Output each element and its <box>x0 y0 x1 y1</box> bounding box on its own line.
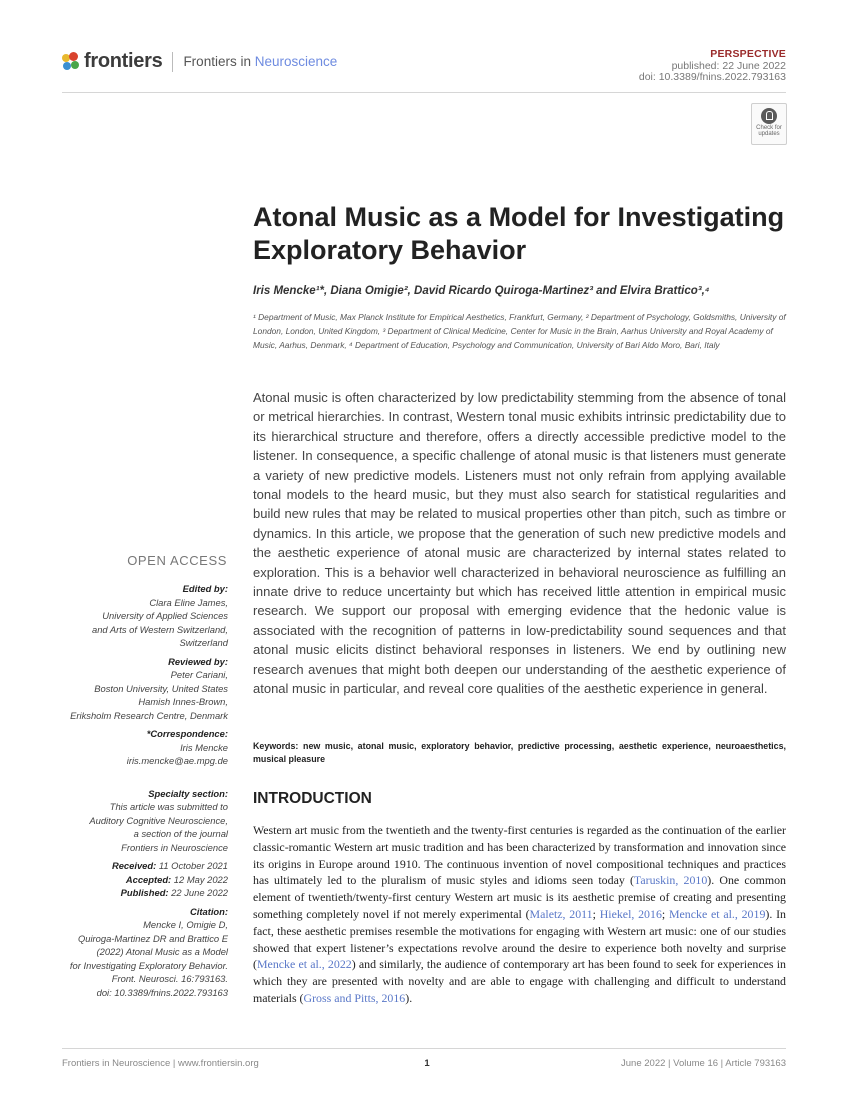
open-access-label: OPEN ACCESS <box>127 553 227 568</box>
header-divider <box>62 92 786 93</box>
abstract: Atonal music is often characterized by low predictability stemming from the absence of tonal or metrical hierarchies. In contrast, Western tonal music exhibits intrinsic predictability due to its hierarchical structure and therefore, offers a directly accessible predictive model to the listener. In consequence, a specific challenge of atonal music is that listeners must generate a variety of new predictive models. Listeners must not only refrain from applying available tonal models to the heard music, but they must also search for statistical regularities and build new rules that may be related to musical properties other than pitch, such as timbre or dynamics. In this article, we propose that the generation of such new predictive models and the aesthetic experience of atonal music are characterized by internal states related to exploration. This is a behavior well characterized in behavioral neuroscience as fulfilling an innate drive to reduce uncertainty but which has received little attention in empirical music research. We support our proposal with emerging evidence that the hedonic value is associated with the recognition of patterns in low-predictability sound sequences and that atonal music elicits distinct behavioral responses in listeners. We end by outlining new research avenues that might both deepen our understanding of the aesthetic experience of atonal music in particular, and reveal core qualities of the aesthetic experience in general. <box>253 390 786 697</box>
published-date: published: 22 June 2022 <box>671 59 786 72</box>
brand-divider <box>172 52 173 72</box>
citation: Citation: Mencke I, Omigie D, Quiroga-Martinez DR and Brattico E (2022) Atonal Music as a Model for Investigating Exploratory Behavior. Front. Neurosci. 16:793163. doi: 10.3389/fnins.2022.793163 <box>69 905 228 998</box>
citation-link[interactable]: Taruskin, 2010 <box>633 873 708 888</box>
footer-journal[interactable]: Frontiers in Neuroscience | www.frontiersin.org <box>62 1058 259 1069</box>
correspondence-email[interactable]: iris.mencke@ae.mpg.de <box>126 755 228 766</box>
article-meta <box>639 49 786 84</box>
page-number: 1 <box>424 1058 430 1069</box>
bookmark-icon <box>761 108 777 124</box>
dates: Received: 11 October 2021 Accepted: 12 May 2022 Published: 22 June 2022 <box>111 860 228 898</box>
journal-branding <box>62 50 337 73</box>
citation-link[interactable]: Maletz, 2011 <box>529 906 593 921</box>
keywords: Keywords: new music, atonal music, exploratory behavior, predictive processing, aesthetic experience, neuroaesthetics, musical pleasure <box>253 741 786 764</box>
footer-issue: June 2022 | Volume 16 | Article 793163 <box>621 1058 786 1069</box>
brand-wordmark: frontiers <box>84 50 163 72</box>
section-heading-introduction: INTRODUCTION <box>253 790 372 807</box>
author-list: Iris Mencke¹*, Diana Omigie², David Ricardo Quiroga-Martinez³ and Elvira Brattico³,⁴ <box>253 285 710 297</box>
article-sidebar <box>40 582 228 1004</box>
citation-link[interactable]: Hiekel, 2016 <box>599 906 662 921</box>
journal-name[interactable]: Frontiers in Neuroscience <box>183 54 338 69</box>
reviewed-by: Reviewed by: Peter Cariani, Boston University, United States Hamish Innes-Brown, Eriksholm Research Centre, Denmark <box>70 655 228 721</box>
check-for-updates-label: Check for updates <box>756 125 782 137</box>
check-for-updates-button[interactable] <box>751 103 787 145</box>
footer-divider <box>62 1048 786 1049</box>
article-title: Atonal Music as a Model for Investigating Exploratory Behavior <box>253 202 785 265</box>
article-type: PERSPECTIVE <box>710 48 786 60</box>
edited-by: Edited by: Clara Eline James, University of Applied Sciences and Arts of Western Switzerland, Switzerland <box>92 583 228 648</box>
citation-link[interactable]: Mencke et al., 2022 <box>256 957 352 972</box>
specialty-section: Specialty section: This article was submitted to Auditory Cognitive Neuroscience, a section of the journal Frontiers in Neuroscience <box>89 787 228 853</box>
affiliations: ¹ Department of Music, Max Planck Institute for Empirical Aesthetics, Frankfurt, Germany, ² Department of Psychology, Goldsmiths, University of London, London, United Kingdom, ³ Department of Clinical Medicine, Center for Music in the Brain, Aarhus University and Royal Academy of Music, Aarhus, Denmark, ⁴ Department of Education, Psychology and Communication, University of Bari Aldo Moro, Bari, Italy <box>253 312 786 350</box>
frontiers-logo-icon <box>62 52 80 72</box>
introduction-paragraph: Western art music from the twentieth and the twenty-first centuries is regarded as the continuation of the earlier classic-romantic Western art music tradition and has been characterized by transformation and innovation since its origins in Europe around 1910. The continuous invention of novel compositional techniques and practices has ultimately led to the pluralism of music styles and idioms seen today (Taruskin, 2010). One common element of twentieth/twenty-first century Western art music is its aesthetic premise of creating and presenting something completely novel if not merely experimental (Maletz, 2011; Hiekel, 2016; Mencke et al., 2019). In fact, these aesthetic premises resemble the motivations for engaging with Western art music: one of our studies showed that expert listener’s expectations revolve around the desire to experience both novelty and surprise (Mencke et al., 2022) and similarly, the audience of contemporary art has been found to seek for experiences in which they are presented with novelty and are able to engage with challenging and difficult to understand materials (Gross and Pitts, 2016). <box>253 823 786 1005</box>
citation-link[interactable]: Mencke et al., 2019 <box>668 906 766 921</box>
doi[interactable]: doi: 10.3389/fnins.2022.793163 <box>638 71 786 83</box>
correspondence: *Correspondence: Iris Mencke iris.mencke@ae.mpg.de <box>40 727 228 768</box>
citation-link[interactable]: Gross and Pitts, 2016 <box>303 990 406 1005</box>
